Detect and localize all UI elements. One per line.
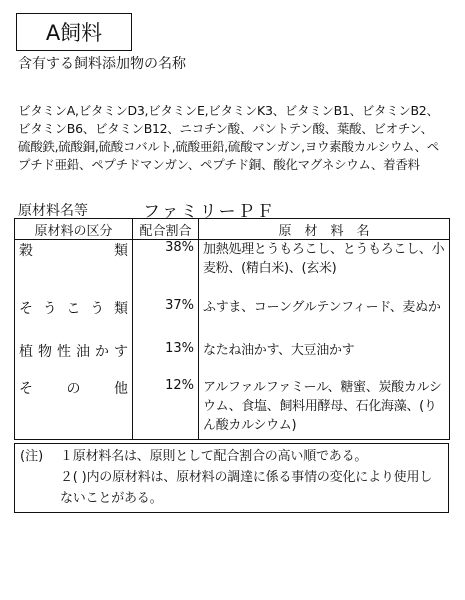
table-row xyxy=(15,378,450,440)
column-header-category: 原材料の区分 xyxy=(15,219,133,240)
table-row xyxy=(15,240,450,298)
row-items: ふすま、コーングルテンフィード、麦ぬか xyxy=(199,298,450,341)
note-line: ２( )内の原材料は、原材料の調達に係る事情の変化により使用しないことがある。 xyxy=(60,470,433,506)
row-percent: 12% xyxy=(133,378,199,440)
feed-title-box xyxy=(16,13,132,51)
table-row xyxy=(15,341,450,378)
materials-table xyxy=(14,218,450,440)
notes-box xyxy=(14,443,449,513)
additives-list: ビタミンA,ビタミンD3,ビタミンE,ビタミンK3、ビタミンB1、ビタミンB2、ビタミンB6、ビタミンB12、ニコチン酸、パントテン酸、葉酸、ビオチン、硫酸鉄,硫酸銅,硫酸コバルト,硫酸亜鉛,硫酸マンガン,ヨウ素酸カルシウム、ペプチド亜鉛、ペプチドマンガン、ペプチド銅、酸化マグネシウム、着香料 xyxy=(18,103,439,172)
notes-body xyxy=(60,446,442,509)
table-row xyxy=(15,298,450,341)
column-header-items: 原 材 料 名 xyxy=(199,219,450,240)
product-name: ファミリーＰＦ xyxy=(143,202,276,222)
row-percent: 37% xyxy=(133,298,199,341)
materials-label: 原材料名等 xyxy=(18,203,88,219)
additives-heading: 含有する飼料添加物の名称 xyxy=(18,56,186,72)
row-items: なたね油かす、大豆油かす xyxy=(199,341,450,378)
row-percent: 13% xyxy=(133,341,199,378)
row-percent: 38% xyxy=(133,240,199,298)
note-line: １原材料名は、原則として配合割合の高い順である。 xyxy=(60,449,368,464)
row-category: そうこう類 xyxy=(15,298,133,341)
row-category: 穀類 xyxy=(15,240,133,298)
feed-title: A飼料 xyxy=(45,21,103,45)
materials-table-header xyxy=(15,219,450,240)
column-header-percent: 配合割合 xyxy=(133,219,199,240)
notes-mark: (注) xyxy=(20,449,44,464)
row-category: 植物性油かす xyxy=(15,341,133,378)
row-items: アルファルファミール、糖蜜、炭酸カルシウム、食塩、飼料用酵母、石化海藻、(りん酸カルシウム) xyxy=(199,378,450,440)
row-items: 加熱処理とうもろこし、とうもろこし、小麦粉、(精白米)、(玄米) xyxy=(199,240,450,298)
row-category: その他 xyxy=(15,378,133,440)
